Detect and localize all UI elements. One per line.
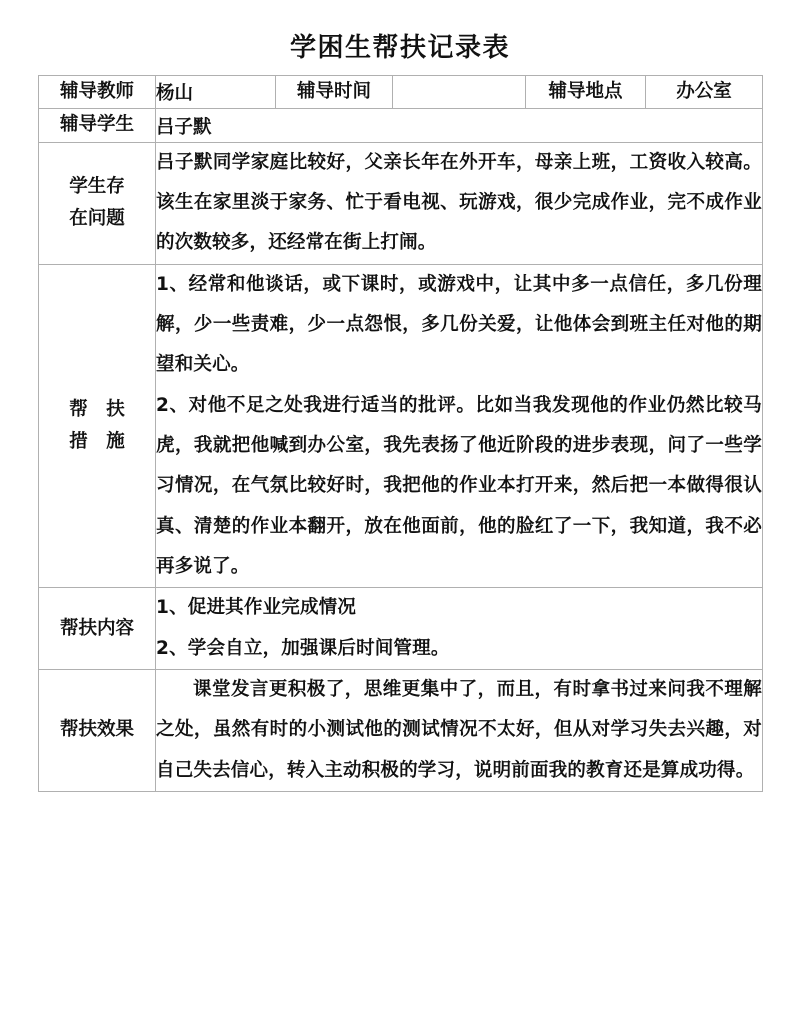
label-support-measures <box>39 264 156 588</box>
support-content-item: 1、促进其作业完成情况 <box>156 597 357 619</box>
label-support-measures-line1: 帮 扶 <box>69 398 131 420</box>
value-student-problem[interactable] <box>156 142 763 264</box>
label-tutor-teacher: 辅导教师 <box>39 76 156 109</box>
label-tutor-time: 辅导时间 <box>276 76 393 109</box>
page-title: 学困生帮扶记录表 <box>289 33 510 63</box>
label-support-content: 帮扶内容 <box>39 588 156 670</box>
table-row-measures <box>39 264 763 588</box>
support-effect-paragraph: 课堂发言更积极了，思维更集中了，而且，有时拿书过来问我不理解之处，虽然有时的小测试他的测试情况不太好，但从对学习失去兴趣，对自己失去信心，转入主动积极的学习，说明前面我的教育还是算成功得。 <box>156 679 762 781</box>
value-support-content[interactable] <box>156 588 763 670</box>
label-tutor-place: 辅导地点 <box>526 76 646 109</box>
student-support-record-table <box>38 75 763 792</box>
value-tutor-time[interactable] <box>393 76 526 109</box>
student-problem-paragraph: 吕子默同学家庭比较好，父亲长年在外开车，母亲上班，工资收入较高。该生在家里淡于家务、忙于看电视、玩游戏，很少完成作业，完不成作业的次数较多，还经常在街上打闹。 <box>156 151 762 254</box>
table-row-support-effect <box>39 670 763 792</box>
label-student-problem-line1: 学生存 <box>69 175 125 197</box>
value-tutor-teacher[interactable]: 杨山 <box>156 76 276 109</box>
label-support-effect: 帮扶效果 <box>39 670 156 792</box>
label-student-problem-line2: 在问题 <box>69 208 125 230</box>
label-student: 辅导学生 <box>39 109 156 142</box>
label-support-measures-line2: 措 施 <box>69 431 131 453</box>
table-row-student <box>39 109 763 142</box>
support-content-item: 2、学会自立，加强课后时间管理。 <box>156 637 450 659</box>
support-measure-item: 2、对他不足之处我进行适当的批评。比如当我发现他的作业仍然比较马虎，我就把他喊到办公室，我先表扬了他近阶段的进步表现，问了一些学习情况，在气氛比较好时，我把他的作业本打开来，然后把一本做得很认真、清楚的作业本翻开，放在他面前，他的脸红了一下，我知道，我不必再多说了。 <box>156 394 762 578</box>
table-row-support-content <box>39 588 763 670</box>
table-row-problem <box>39 142 763 264</box>
value-support-measures[interactable] <box>156 264 763 588</box>
value-tutor-place[interactable]: 办公室 <box>646 76 763 109</box>
table-row-tutor-info <box>39 76 763 109</box>
value-student[interactable]: 吕子默 <box>156 109 763 142</box>
label-student-problem <box>39 142 156 264</box>
value-support-effect[interactable] <box>156 670 763 792</box>
support-measure-item: 1、经常和他谈话，或下课时，或游戏中，让其中多一点信任，多几份理解，少一些责难，少一点怨恨，多几份关爱，让他体会到班主任对他的期望和关心。 <box>156 273 762 376</box>
